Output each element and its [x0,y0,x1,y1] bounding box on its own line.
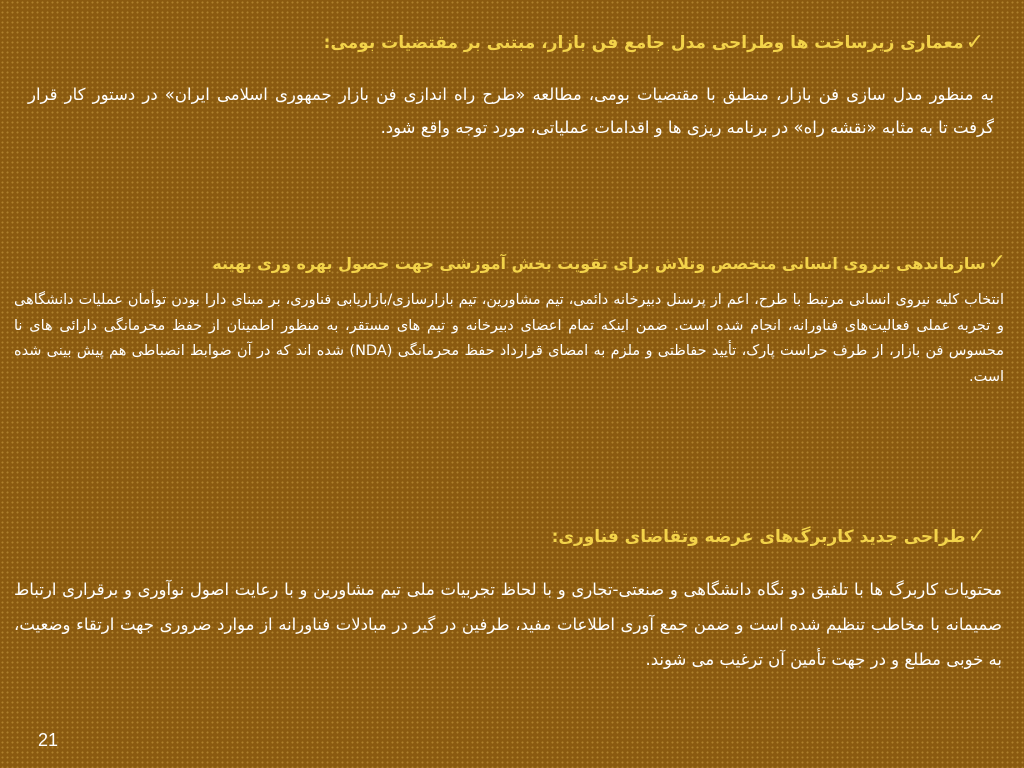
section-2-body: انتخاب کلیه نیروی انسانی مرتبط با طرح، اعم از پرسنل دبیرخانه دائمی، تیم مشاورین، تیم بازارسازی/بازاریابی فناوری، بر مبنای دارا بودن توأمان عملیات دانشگاهی و تجربه عملی فعالیت‌های فناورانه، انجام شده است. ضمن اینکه تمام اعضای دبیرخانه و تیم های مستقر، به منظور اطمینان از حفظ محرمانگی دارائی های نا محسوس فن بازار، از طرف حراست پارک، تأیید حفاظتی و ملزم به امضای قرارداد حفظ محرمانگی (NDA) شده اند که در آن ضوابط انضباطی هم پیش بینی شده است. [14,292,1004,385]
checkmark-icon: ✓ [987,250,1006,275]
section-heading [12,248,1006,278]
section-1-heading-row [225,26,984,60]
section-1-body: به منظور مدل سازی فن بازار، منطبق با مقتضیات بومی، مطالعه «طرح راه اندازی فن بازار جمهوری اسلامی ایران» در دستور کار قرار گرفت تا به مثابه «نقشه راه» در برنامه ریزی ها و اقدامات عملیاتی، مورد توجه واقع شود. [28,85,994,137]
section-2-heading: سازماندهی نیروی انسانی متخصص وتلاش برای تقویت بخش آموزشی جهت حصول بهره وری بهینه [212,253,986,273]
section-3-heading: طراحی جدید کاربرگ‌های عرضه وتقاضای فناوری: [551,527,966,547]
section-heading [225,26,984,60]
section-3-body: محتویات کاربرگ ها با تلفیق دو نگاه دانشگاهی و صنعتی-تجاری و با لحاظ تجربیات ملی تیم مشاورین و با رعایت اصول نوآوری و برقراری ارتباط صمیمانه با مخاطب تنظیم شده است و ضمن جمع آوری اطلاعات مفید، طرفین در گیر در مبادلات فناورانه از موارد ضروری جهت ارتقاء وضعیت، به خوبی مطلع و در جهت تأمین آن ترغیب می شوند. [14,580,1002,669]
section-heading [490,520,986,554]
checkmark-icon: ✓ [965,30,984,55]
page-number: 21 [38,730,59,750]
checkmark-icon: ✓ [967,524,986,549]
section-1-heading: معماری زیرساخت ها وطراحی مدل جامع فن بازار، مبتنی بر مقتضیات بومی: [323,33,964,53]
section-3-heading-row [490,520,986,554]
section-2-heading-row [12,248,1006,278]
